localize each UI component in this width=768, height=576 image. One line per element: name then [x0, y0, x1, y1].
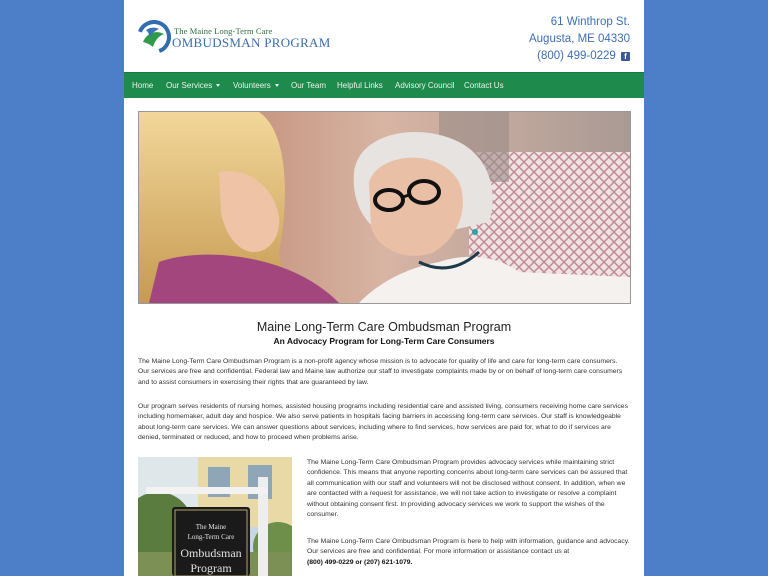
page-container: [124, 0, 644, 576]
nav-item-advisory-council[interactable]: [395, 73, 455, 98]
nav-item-home[interactable]: [132, 73, 153, 98]
sign-text-line1: The Maine: [195, 523, 227, 531]
sign-text-line2: Long-Term Care: [187, 533, 235, 541]
hero-image: [138, 111, 631, 304]
sign-text-line4: Program: [190, 561, 232, 575]
page-subtitle: An Advocacy Program for Long-Term Care Consumers: [273, 336, 495, 346]
nav-item-helpful-links[interactable]: [337, 73, 383, 98]
nav-item-our-team[interactable]: [291, 73, 326, 98]
chevron-down-icon: [216, 84, 220, 87]
nav-item-our-services[interactable]: [166, 73, 220, 98]
address-city: Augusta, ME 04330: [528, 33, 630, 45]
site-header: [124, 0, 644, 72]
nav-item-label: Our Services: [166, 81, 213, 90]
address-street: 61 Winthrop St.: [550, 16, 630, 28]
nav-item-label: Volunteers: [233, 81, 271, 90]
logo-text-line1: The Maine Long-Term Care: [174, 26, 273, 36]
intro-paragraph: The Maine Long-Term Care Ombudsman Program is a non-profit agency whose mission is to advocate for quality of life and care for long-term care consumers. Our services are free and confidential. Federal law and Maine law authorize our staff to investigate complaints made by or on behalf of long-term care consumers and to assist consumers in exercising their rights that are guaranteed by law.: [138, 358, 623, 386]
page-title: Maine Long-Term Care Ombudsman Program: [256, 320, 512, 334]
nav-item-label: Our Team: [291, 81, 326, 90]
sign-photo: [138, 457, 292, 576]
nav-item-volunteers[interactable]: [233, 73, 279, 98]
phone-number[interactable]: (800) 499-0229: [537, 50, 616, 62]
nav-item-label: Helpful Links: [337, 81, 383, 90]
sign-text-line3: Ombudsman: [180, 546, 242, 560]
nav-item-label: Home: [132, 81, 154, 90]
facebook-icon[interactable]: f: [621, 52, 630, 61]
confidentiality-paragraph: The Maine Long-Term Care Ombudsman Program provides advocacy services while maintaining strict confidence. This means that anyone reporting concerns about long-term care services can be assured that all communication with our staff and volunteers will not be disclosed without consent. In addition, when we are contacted with a request for assistance, we will not take action to investigate or resolve a complaint without obtaining consent first. In providing advocacy services we work to support the wishes of the consumer.: [307, 459, 628, 519]
phone-line: [529, 48, 630, 65]
logo-emblem-icon: [137, 20, 171, 54]
site-logo[interactable]: [137, 20, 331, 56]
contact-paragraph: [307, 537, 630, 568]
main-navigation: [124, 72, 644, 98]
logo-text-line2: OMBUDSMAN PROGRAM: [172, 35, 331, 50]
nav-item-contact-us[interactable]: [464, 73, 504, 98]
contact-phone-numbers[interactable]: (800) 499-0229 or (207) 621-1079.: [307, 558, 413, 566]
contact-paragraph-text: The Maine Long-Term Care Ombudsman Program is here to help with information, guidance and advocacy. Our services are free and confidential. For more information or assistance contact us at: [307, 538, 630, 556]
services-paragraph: Our program serves residents of nursing homes, assisted housing programs including residential care and assisted living, consumers receiving home care services including homemaker, adult day and hospice. We also serve patients in hospitals facing barriers in accessing long-term care services. Our staff is knowledgeable about long-term care services. We can answer questions about services, including where to find services, how services are paid for, what to do if services are denied, terminated or reduced, and how to proceed when problems arise.: [138, 403, 628, 442]
chevron-down-icon: [275, 84, 279, 87]
contact-block: [529, 14, 630, 65]
nav-item-label: Contact Us: [464, 81, 504, 90]
nav-item-label: Advisory Council: [395, 81, 455, 90]
